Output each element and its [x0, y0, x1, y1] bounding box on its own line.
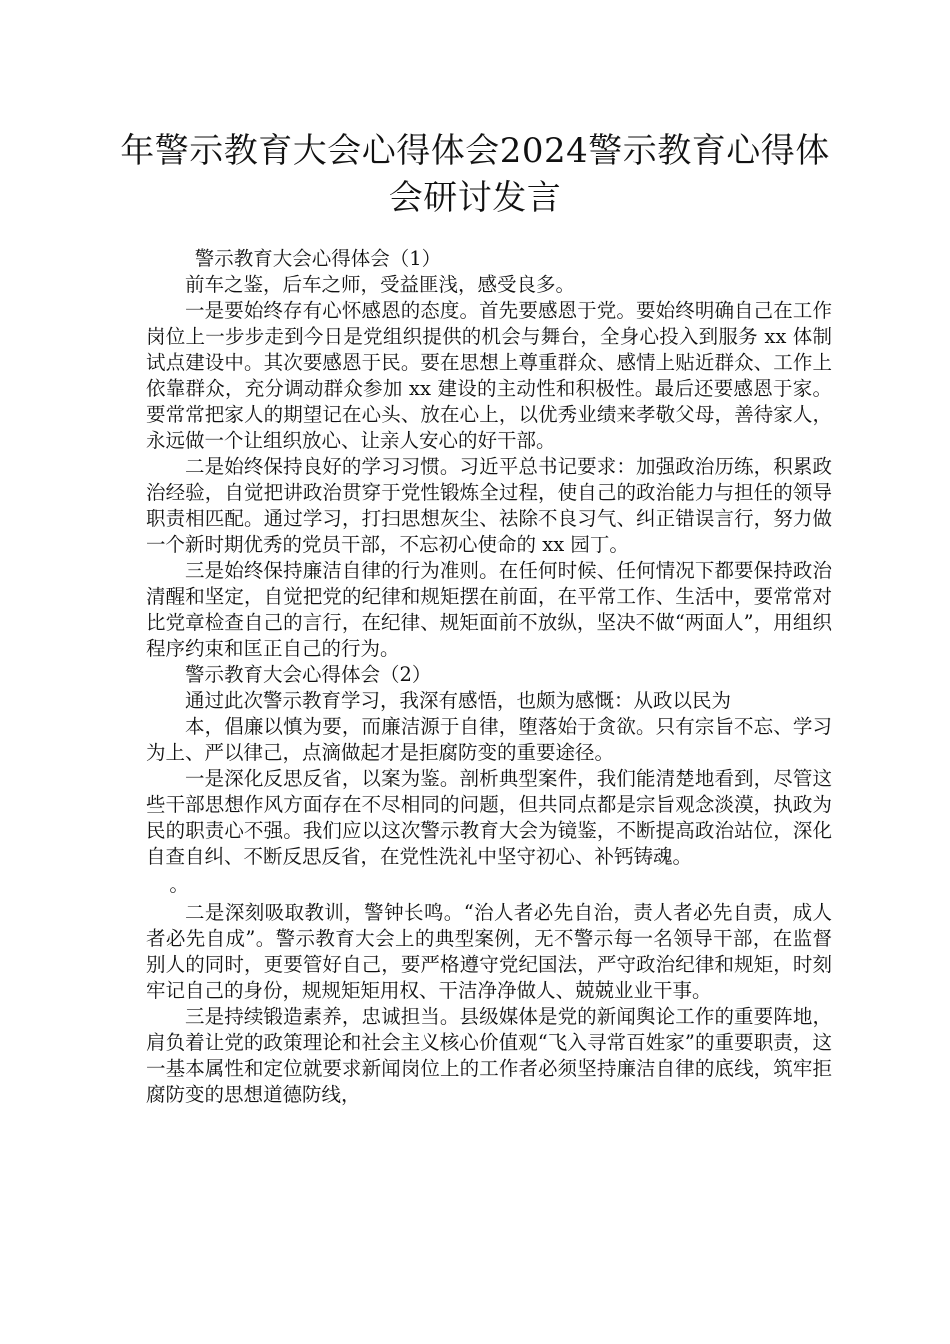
paragraph: 通过此次警示教育学习，我深有感悟，也颇为感慨：从政以民为	[185, 689, 732, 712]
section-heading-1: 警示教育大会心得体会（1）	[194, 247, 442, 270]
paragraph: 三是始终保持廉洁自律的行为准则。在任何时候、任何情况下都要保持政治清醒和坚定，自觉把党的纪律和规矩摆在前面，在平常工作、生活中，要常常对比党章检查自己的言行，在纪律、规矩面前不放纵，坚决不做“两面人”，用组织程序约束和匡正自己的行为。	[146, 559, 832, 660]
paragraph: 三是持续锻造素养，忠诚担当。县级媒体是党的新闻舆论工作的重要阵地，肩负着让党的政策理论和社会主义核心价值观“飞入寻常百姓家”的重要职责，这一基本属性和定位就要求新闻岗位上的工作者必须坚持廉洁自律的底线，筑牢拒腐防变的思想道德防线，	[146, 1005, 832, 1106]
paragraph: 二是深刻吸取教训，警钟长鸣。“治人者必先自治，责人者必先自责，成人者必先自成”。警示教育大会上的典型案例，无不警示每一名领导干部，在监督别人的同时，更要管好自己，要严格遵守党纪国法，严守政治纪律和规矩，时刻牢记自己的身份，规规矩矩用权、干洁净净做人、兢兢业业干事。	[146, 901, 832, 1002]
document-title: 年警示教育大会心得体会2024警示教育心得体会研讨发言	[120, 131, 830, 218]
paragraph: 一是要始终存有心怀感恩的态度。首先要感恩于党。要始终明确自己在工作岗位上一步步走到今日是党组织提供的机会与舞台，全身心投入到服务 xx 体制试点建设中。其次要感恩于民。要在思想上尊重群众、感情上贴近群众、工作上依靠群众，充分调动群众参加 xx 建设的主动性和积极性。最后还要感恩于家。要常常把家人的期望记在心头、放在心上，以优秀业绩来孝敬父母，善待家人，永远做一个让组织放心、让亲人安心的好干部。	[146, 299, 832, 452]
paragraph: 一是深化反思反省，以案为鉴。剖析典型案件，我们能清楚地看到，尽管这些干部思想作风方面存在不尽相同的问题，但共同点都是宗旨观念淡漠，执政为民的职责心不强。我们应以这次警示教育大会为镜鉴，不断提高政治站位，深化自查自纠、不断反思反省，在党性洗礼中坚守初心、补钙铸魂。	[146, 767, 832, 868]
paragraph: 前车之鉴，后车之师，受益匪浅，感受良多。	[185, 273, 576, 296]
section-heading-2: 警示教育大会心得体会（2）	[185, 663, 432, 686]
paragraph-fragment: 。	[169, 873, 189, 896]
paragraph: 本，倡廉以慎为要，而廉洁源于自律，堕落始于贪欲。只有宗旨不忘、学习为上、严以律己，点滴做起才是拒腐防变的重要途径。	[146, 715, 832, 764]
document-body	[146, 246, 832, 1108]
paragraph: 二是始终保持良好的学习习惯。习近平总书记要求：加强政治历练，积累政治经验，自觉把讲政治贯穿于党性锻炼全过程，使自己的政治能力与担任的领导职责相匹配。通过学习，打扫思想灰尘、祛除不良习气、纠正错误言行，努力做一个新时期优秀的党员干部，不忘初心使命的 xx 园丁。	[146, 455, 832, 556]
